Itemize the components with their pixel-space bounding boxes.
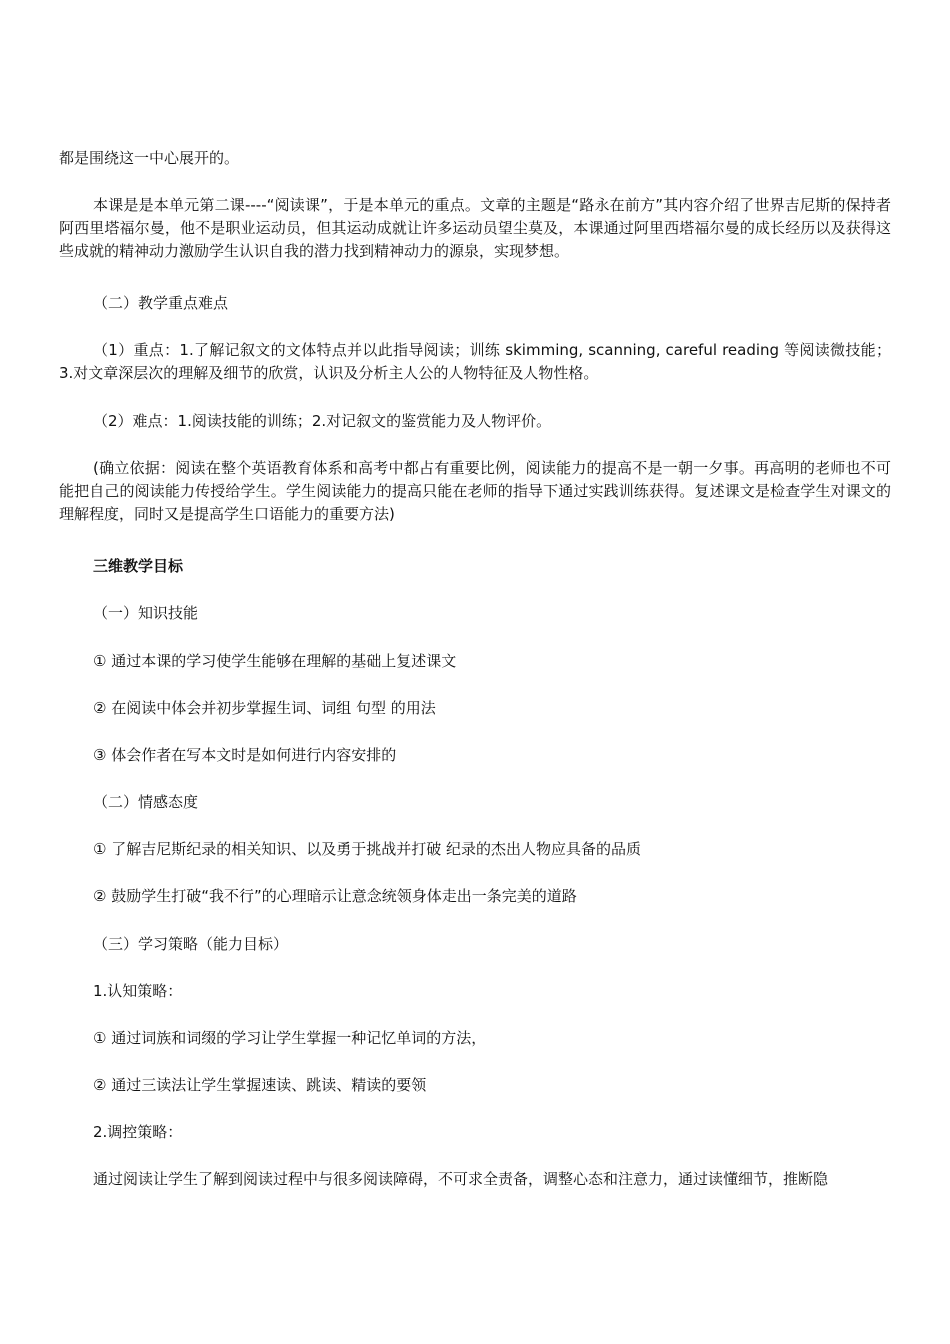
list-item-emotion-1: ① 了解吉尼斯纪录的相关知识、以及勇于挑战并打破 纪录的杰出人物应具备的品质 — [93, 840, 641, 858]
list-item-knowledge-3: ③ 体会作者在写本文时是如何进行内容安排的 — [93, 746, 397, 764]
section-heading-key-difficulties: （二）教学重点难点 — [93, 294, 229, 312]
list-item-cognitive-2: ② 通过三读法让学生掌握速读、跳读、精读的要领 — [93, 1076, 427, 1094]
subheading-cognitive-strategy: 1.认知策略： — [93, 982, 183, 1000]
paragraph-regulation-strategy: 通过阅读让学生了解到阅读过程中与很多阅读障碍，不可求全责备，调整心态和注意力，通过读懂细节，推断隐 — [93, 1170, 829, 1188]
paragraph-key-points: （1）重点：1.了解记叙文的文体特点并以此指导阅读；训练 skimming, scanning, careful reading 等阅读微技能；3.对文章深层次的理解及细节的欣赏，认识及分析主人公的人物特征及人物性格。 — [59, 341, 891, 382]
heading-three-dimensional-goals: 三维教学目标 — [93, 557, 184, 575]
list-item-cognitive-1: ① 通过词族和词缀的学习让学生掌握一种记忆单词的方法， — [93, 1029, 487, 1047]
paragraph-lesson-overview: 本课是是本单元第二课----“阅读课”，于是本单元的重点。文章的主题是“路永在前方”其内容介绍了世界吉尼斯的保持者阿西里塔福尔曼，他不是职业运动员，但其运动成就让许多运动员望尘莫及，本课通过阿里西塔福尔曼的成长经历以及获得这些成就的精神动力激励学生认识自我的潜力找到精神动力的源泉，实现梦想。 — [59, 196, 891, 260]
paragraph-difficulties: （2）难点：1.阅读技能的训练；2.对记叙文的鉴赏能力及人物评价。 — [93, 412, 552, 430]
subheading-learning-strategy: （三）学习策略（能力目标） — [93, 935, 289, 953]
subheading-emotion-attitude: （二）情感态度 — [93, 793, 199, 811]
paragraph-rationale: (确立依据：阅读在整个英语教育体系和高考中都占有重要比例，阅读能力的提高不是一朝一夕事。再高明的老师也不可能把自己的阅读能力传授给学生。学生阅读能力的提高只能在老师的指导下通过实践训练获得。复述课文是检查学生对课文的理解程度，同时又是提高学生口语能力的重要方法) — [59, 459, 891, 523]
list-item-emotion-2: ② 鼓励学生打破“我不行”的心理暗示让意念统领身体走出一条完美的道路 — [93, 887, 577, 905]
paragraph-intro-end: 都是围绕这一中心展开的。 — [59, 149, 240, 167]
list-item-knowledge-1: ① 通过本课的学习使学生能够在理解的基础上复述课文 — [93, 652, 457, 670]
list-item-knowledge-2: ② 在阅读中体会并初步掌握生词、词组 句型 的用法 — [93, 699, 436, 717]
subheading-knowledge-skills: （一）知识技能 — [93, 604, 199, 622]
subheading-regulation-strategy: 2.调控策略： — [93, 1123, 183, 1141]
